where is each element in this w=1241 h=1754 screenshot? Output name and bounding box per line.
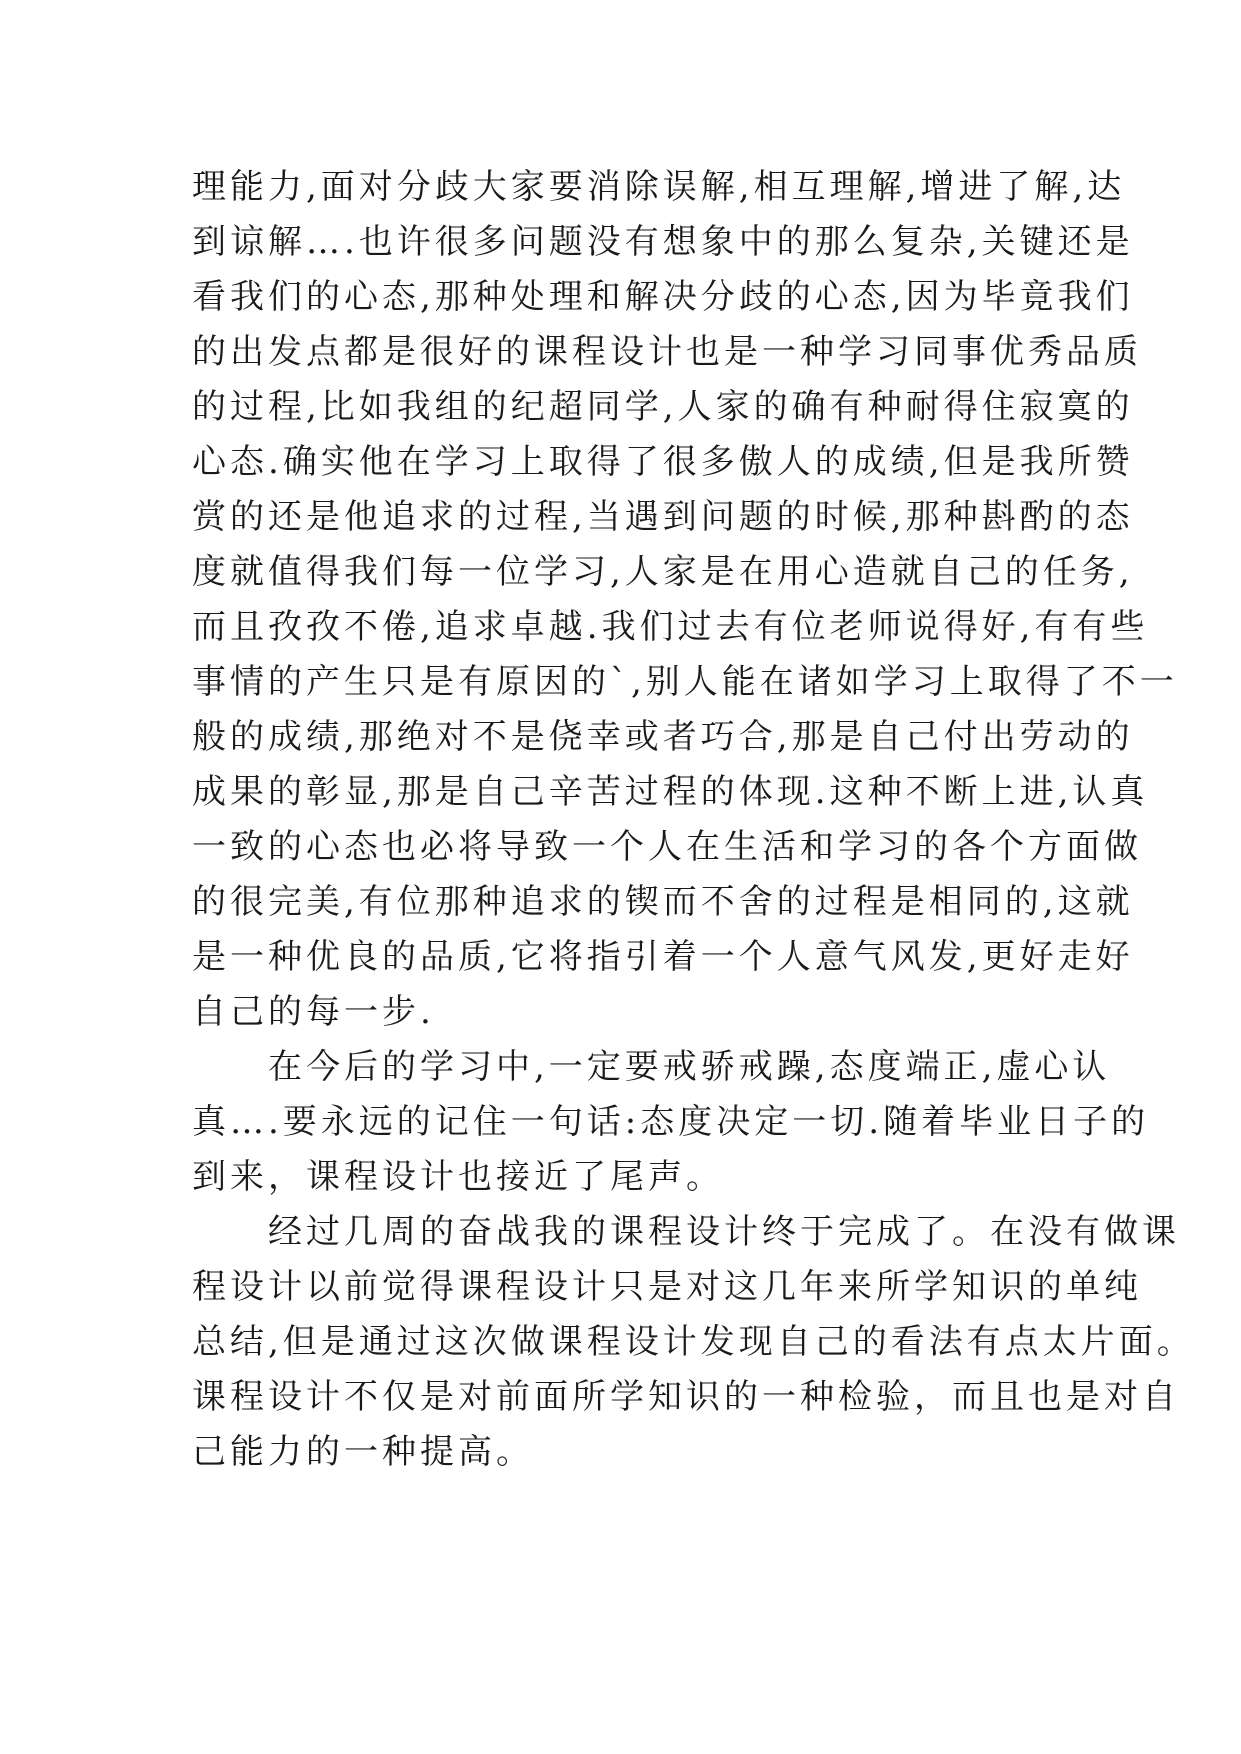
text-line: 的过程,比如我组的纪超同学,人家的确有种耐得住寂寞的 bbox=[192, 387, 1134, 427]
paragraph-1 bbox=[192, 160, 1178, 1040]
text-line: 般的成绩,那绝对不是侥幸或者巧合,那是自己付出劳动的 bbox=[192, 717, 1134, 757]
paragraph-3 bbox=[192, 1205, 1195, 1480]
document-body bbox=[192, 160, 1195, 1480]
text-line: 看我们的心态,那种处理和解决分歧的心态,因为毕竟我们 bbox=[192, 277, 1134, 317]
text-line: 的出发点都是很好的课程设计也是一种学习同事优秀品质 bbox=[192, 332, 1142, 372]
text-line: 总结,但是通过这次做课程设计发现自己的看法有点太片面。 bbox=[192, 1322, 1195, 1362]
text-line: 度就值得我们每一位学习,人家是在用心造就自己的任务, bbox=[192, 552, 1134, 592]
text-line: 经过几周的奋战我的课程设计终于完成了。在没有做课 bbox=[192, 1212, 1180, 1252]
text-line: 理能力,面对分歧大家要消除误解,相互理解,增进了解,达 bbox=[192, 167, 1126, 207]
text-line: 成果的彰显,那是自己辛苦过程的体现.这种不断上进,认真 bbox=[192, 772, 1149, 812]
paragraph-2 bbox=[192, 1040, 1150, 1205]
text-line: 事情的产生只是有原因的`,别人能在诸如学习上取得了不一 bbox=[192, 662, 1178, 702]
text-line: 到谅解….也许很多问题没有想象中的那么复杂,关键还是 bbox=[192, 222, 1134, 262]
text-line: 自己的每一步. bbox=[192, 992, 435, 1032]
text-line: 心态.确实他在学习上取得了很多傲人的成绩,但是我所赞 bbox=[192, 442, 1134, 482]
text-line: 到来，课程设计也接近了尾声。 bbox=[192, 1157, 724, 1197]
text-line: 课程设计不仅是对前面所学知识的一种检验，而且也是对自 bbox=[192, 1377, 1180, 1417]
text-line: 己能力的一种提高。 bbox=[192, 1432, 534, 1472]
text-line: 一致的心态也必将导致一个人在生活和学习的各个方面做 bbox=[192, 827, 1142, 867]
text-line: 赏的还是他追求的过程,当遇到问题的时候,那种斟酌的态 bbox=[192, 497, 1134, 537]
text-line: 而且孜孜不倦,追求卓越.我们过去有位老师说得好,有有些 bbox=[192, 607, 1149, 647]
text-line: 是一种优良的品质,它将指引着一个人意气风发,更好走好 bbox=[192, 937, 1134, 977]
text-line: 程设计以前觉得课程设计只是对这几年来所学知识的单纯 bbox=[192, 1267, 1142, 1307]
text-line: 真….要永远的记住一句话:态度决定一切.随着毕业日子的 bbox=[192, 1102, 1150, 1142]
text-line: 的很完美,有位那种追求的锲而不舍的过程是相同的,这就 bbox=[192, 882, 1134, 922]
text-line: 在今后的学习中,一定要戒骄戒躁,态度端正,虚心认 bbox=[192, 1047, 1111, 1087]
